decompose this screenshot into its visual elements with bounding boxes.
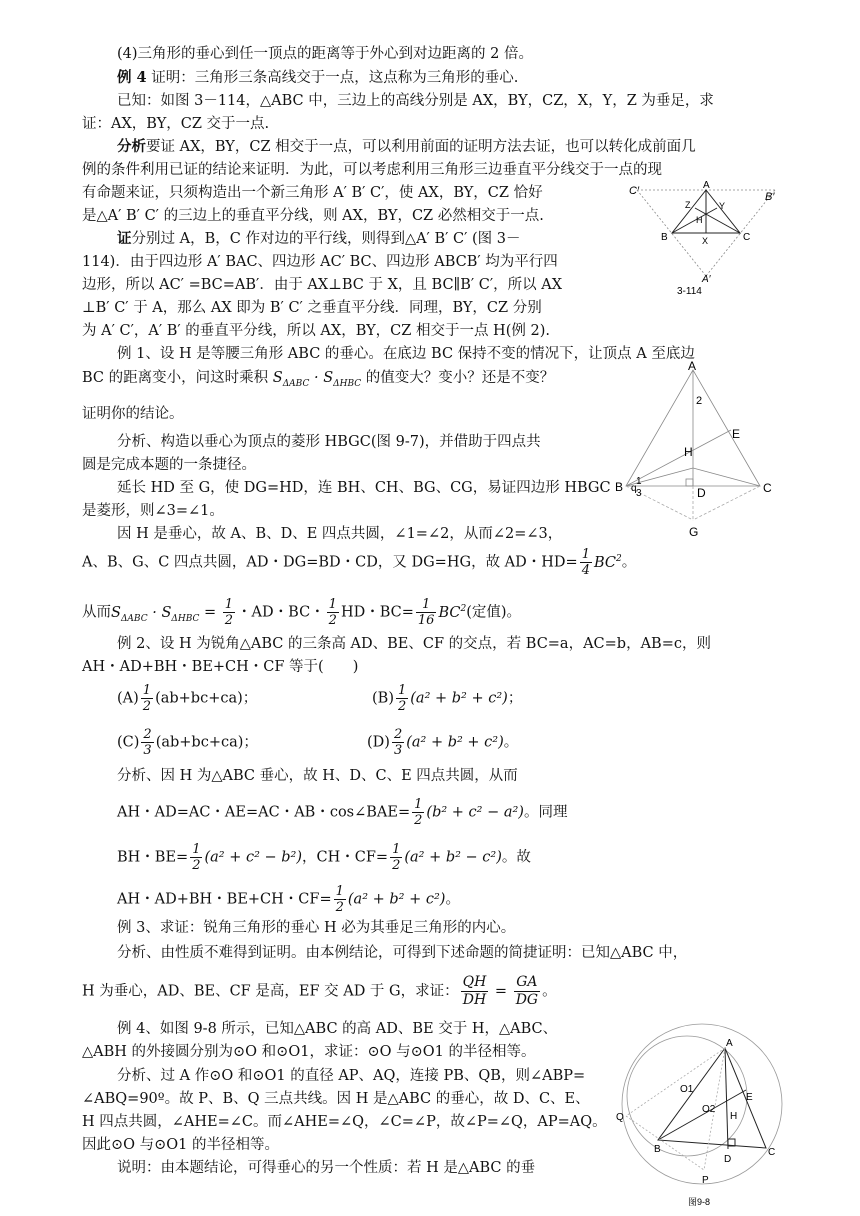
label-3: 3 [636, 488, 642, 499]
text-line: 是菱形，则∠3=∠1。 [82, 503, 224, 519]
label-2: 2 [696, 395, 703, 407]
math-term: $BC^2$ [438, 603, 467, 621]
label-b: B [654, 1144, 661, 1155]
figure-9-8 [610, 1020, 800, 1210]
text-span: ・AD・BC・ [237, 604, 325, 621]
text-line: 有命题来证，只须构造出一个新三角形 A′ B′ C′，使 AX，BY，CZ 恰好 [82, 185, 543, 201]
proof-line [117, 229, 521, 249]
text-line: 边形，所以 AC′ =BC=AB′．由于 AX⊥BC 于 X，且 BC∥B′ C′，所以 AX [82, 277, 563, 293]
text-line: 圆是完成本题的一条捷径。 [82, 457, 256, 473]
text-span: 分别过 A，B，C 作对边的平行线，则得到△A′ B′ C′ (图 3－ [131, 231, 521, 247]
math-product: $S_{\Delta ABC} \cdot S_{\Delta HBC}$ [111, 604, 200, 624]
text-line: 证明你的结论。 [82, 406, 184, 422]
text-line: 因此⊙O 与⊙O1 的半径相等。 [82, 1137, 280, 1153]
label-c-prime: C′ [629, 185, 640, 197]
text-line: 延长 HD 至 G，使 DG=HD，连 BH、CH、BG、CG，易证四边形 HBGC [117, 480, 611, 496]
text-line: 为 A′ C′，A′ B′ 的垂直平分线，所以 AX，BY，CZ 相交于一点 H(例 2). [82, 323, 550, 339]
label-h: H [696, 215, 703, 225]
option-a: (A) $\frac{1}{2}$ (ab+bc+ca)； [117, 683, 258, 714]
text-line: BH・BE= $\frac{1}{2}$ (a² + c² − b²)，CH・CF= $\frac{1}{2}$ (a² + b² − c²)。故 [117, 842, 531, 873]
text-line: AH・AD+BH・BE+CH・CF 等于( ) [82, 659, 359, 675]
option-b: (B) $\frac{1}{2}$ (a² + b² + c²)； [372, 683, 523, 714]
label-p: P [702, 1175, 709, 1186]
text-line: △ABH 的外接圆分别为⊙O 和⊙O1，求证：⊙O 与⊙O1 的半径相等。 [82, 1044, 536, 1060]
figure-3-114 [625, 178, 795, 300]
text-line: 例 1、设 H 是等腰三角形 ABC 的垂心。在底边 BC 保持不变的情况下，让顶点 A 至底边 [117, 346, 695, 362]
text-line: AH・AD+BH・BE+CH・CF= $\frac{1}{2}$ (a² + b² + c²)。 [117, 884, 460, 915]
text-span: A、B、G、C 四点共圆，AD・DG=BD・CD，又 DG=HG，故 AD・HD= [82, 554, 578, 571]
text-line: 是△A′ B′ C′ 的三边上的垂直平分线，则 AX，BY，CZ 必然相交于一点. [82, 208, 544, 224]
analysis-line [117, 137, 696, 157]
text-line: 因 H 是垂心，故 A、B、D、E 四点共圆，∠1=∠2，从而∠2=∠3， [117, 526, 563, 542]
label-c: C [768, 1147, 776, 1158]
text-line: 分析、由性质不难得到证明。由本例结论，可得到下述命题的简捷证明：已知△ABC 中， [117, 945, 688, 961]
text-line: A、B、G、C 四点共圆，AD・DG=BD・CD，又 DG=HG，故 AD・HD= $\frac{1}{4}$ $BC^2$。 [82, 547, 637, 578]
math-product: $S_{\Delta ABC} \cdot S_{\Delta HBC}$ [272, 370, 362, 389]
figure-caption: 图9-8 [688, 1197, 711, 1207]
label-b: B [615, 480, 624, 494]
fraction: $\frac{1}{16}$ [417, 597, 435, 628]
label-e: E [746, 1092, 753, 1103]
text-span: HD・BC= [340, 604, 414, 621]
text-line: 已知：如图 3－114，△ABC 中，三边上的高线分别是 AX，BY，CZ，X，Y，Z 为垂足，求 [117, 93, 714, 109]
text-span: 从而 [82, 604, 111, 621]
text-span: (定值)。 [466, 604, 522, 621]
text-line: 分析、构造以垂心为顶点的菱形 HBGC(图 9-7)，并借助于四点共 [117, 434, 541, 450]
text-line: ∠ABQ=90º。故 P、B、Q 三点共线。因 H 是△ABC 的垂心，故 D、C、E、 [82, 1091, 590, 1107]
label-z: Z [685, 200, 691, 210]
text-line: AH・AD=AC・AE=AC・AB・cos∠BAE= $\frac{1}{2}$ (b² + c² − a²)。同理 [117, 797, 568, 828]
math-term: $BC^2$ [593, 553, 622, 571]
text-line: 说明：由本题结论，可得垂心的另一个性质：若 H 是△ABC 的垂 [117, 1160, 536, 1176]
label-c: C [743, 232, 751, 243]
label-d: D [724, 1154, 732, 1165]
label-e: E [732, 427, 741, 441]
text-span: BC 的距离变小，问这时乘积 [82, 370, 269, 386]
text-line: 证：AX，BY，CZ 交于一点. [82, 116, 270, 132]
label-o2: O2 [702, 1104, 716, 1115]
text-span: 的值变大？变小？还是不变？ [365, 370, 555, 386]
label-a: A [688, 360, 697, 373]
label-1: 1 [636, 476, 642, 487]
proof-label: 证 [117, 230, 132, 247]
label-a-prime: A′ [702, 274, 711, 285]
label-y: Y [719, 201, 726, 211]
text-line: 114)．由于四边形 A′ BAC、四边形 AC′ BC、四边形 ABCB′ 均为平行四 [82, 254, 558, 270]
example-label: 例 4 [117, 69, 147, 86]
label-b-prime: B′ [765, 191, 775, 203]
text-line: 例 4、如图 9-8 所示，已知△ABC 的高 AD、BE 交于 H，△ABC、 [117, 1021, 558, 1037]
label-a: A [703, 180, 710, 191]
fraction: $\frac{1}{2}$ [224, 597, 234, 628]
analysis-label: 分析 [117, 138, 146, 155]
label-q: Q [616, 1112, 624, 1123]
option-d: (D) $\frac{2}{3}$ (a² + b² + c²)。 [367, 727, 519, 758]
text-line: 例 3、求证：锐角三角形的垂心 H 必为其垂足三角形的内心。 [117, 920, 516, 936]
label-o1: O1 [680, 1084, 694, 1095]
label-b: B [661, 232, 668, 243]
label-g: G [689, 525, 699, 539]
label-d: D [697, 486, 706, 500]
text-span: 证明：三角形三条高线交于一点，这点称为三角形的垂心. [146, 70, 519, 86]
label-a: A [726, 1038, 733, 1049]
text-line: (4)三角形的垂心到任一顶点的距离等于外心到对边距离的 2 倍。 [117, 46, 533, 62]
fraction: $\frac{1}{4}$ [581, 547, 590, 578]
text-line: ⊥B′ C′ 于 A，那么 AX 即为 B′ C′ 之垂直平分线．同理，BY，CZ 分别 [82, 300, 542, 316]
figure-caption: 3-114 [677, 286, 702, 297]
example-4-heading [117, 68, 518, 88]
label-x: X [702, 236, 709, 246]
label-h: H [730, 1111, 738, 1122]
text-line: H 为垂心，AD、BE、CF 是高，EF 交 AD 于 G，求证： $\frac{QH}{DH}$ = $\frac{GA}{DG}$ 。 [82, 974, 557, 1008]
text-line: 分析、因 H 为△ABC 垂心，故 H、D、C、E 四点共圆，从而 [117, 768, 518, 784]
label-c: C [763, 481, 772, 495]
text-span: 要证 AX，BY，CZ 相交于一点，可以利用前面的证明方法去证，也可以转化成前面几 [146, 139, 696, 155]
text-line: 分析、过 A 作⊙O 和⊙O1 的直径 AP、AQ，连接 PB、QB，则∠ABP= [117, 1068, 586, 1084]
text-line: 从而$S_{\Delta ABC} \cdot S_{\Delta HBC}$ = $\frac{1}{2}$ ・AD・BC・ $\frac{1}{2}$ HD・BC= $\frac{1}{16}$ $BC^2$(定值)。 [82, 597, 522, 628]
figure-9-7 [608, 360, 788, 542]
text-line: H 四点共圆，∠AHE=∠C。而∠AHE=∠Q，∠C=∠P，故∠P=∠Q，AP=AQ。 [82, 1114, 607, 1130]
text-line: 例的条件利用已证的结论来证明．为此，可以考虑利用三角形三边垂直平分线交于一点的现 [82, 162, 662, 178]
text-line [82, 368, 554, 394]
label-h: H [684, 445, 693, 459]
fraction: $\frac{1}{2}$ [328, 597, 337, 628]
label-q: q [631, 483, 637, 494]
text-line: 例 2、设 H 为锐角△ABC 的三条高 AD、BE、CF 的交点，若 BC=a，AC=b，AB=c，则 [117, 636, 711, 652]
option-c: (C) $\frac{2}{3}$ (ab+bc+ca)； [117, 727, 258, 758]
